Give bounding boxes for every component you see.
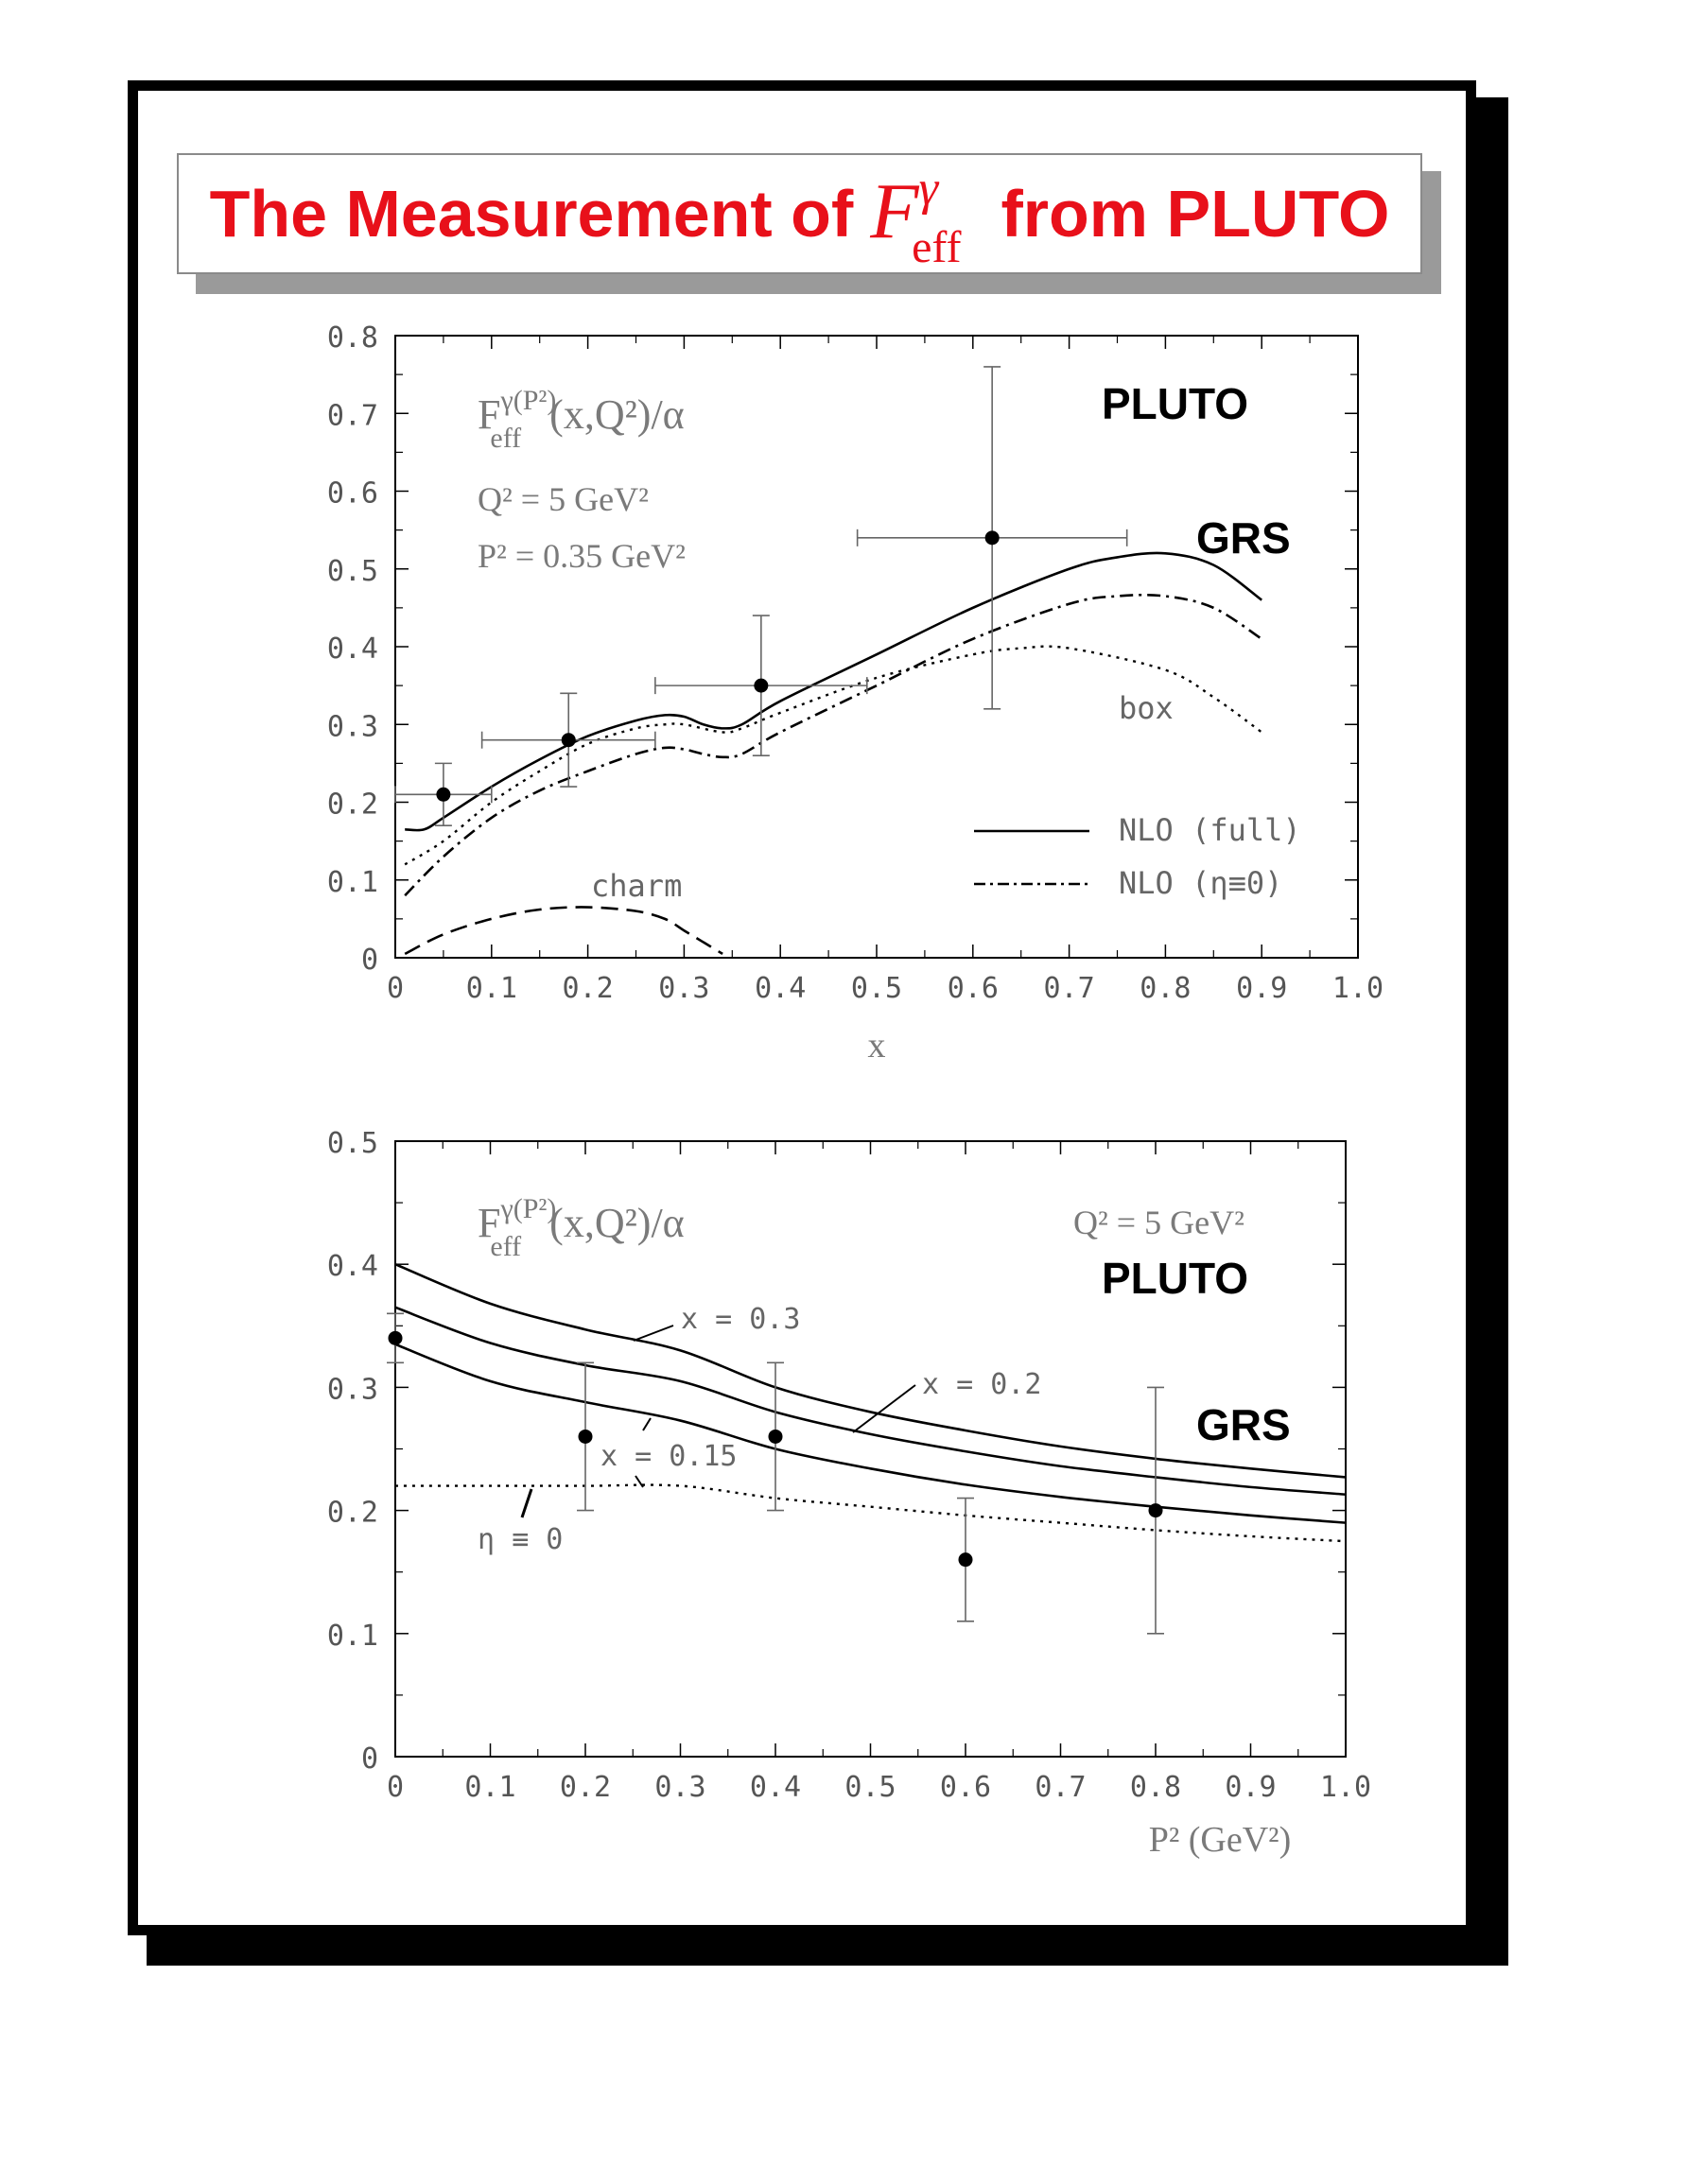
title-prefix: The Measurement of [209, 177, 854, 251]
experiment-label: PLUTO [1102, 1254, 1249, 1303]
x-tick-label: 0.4 [755, 972, 807, 1005]
y-tick-label: 0 [360, 944, 378, 977]
data-point [959, 1552, 973, 1567]
x-tick-label: 0.6 [939, 1771, 992, 1804]
x-tick-label: 0 [386, 1771, 405, 1804]
x-tick-label: 0.7 [1035, 1771, 1087, 1804]
data-point [562, 733, 576, 747]
series-line-dashdot [405, 595, 1262, 895]
x-tick-label: 0.8 [1140, 972, 1192, 1005]
data-point [769, 1430, 783, 1444]
y-tick-label: 0.1 [326, 1619, 378, 1653]
function-label: $F^{\gamma(P^2)}$ eff(x,Q²)/α [478, 1193, 685, 1262]
x-tick-label: 0 [386, 972, 405, 1005]
data-point [436, 788, 450, 802]
x-tick-label: 0.3 [658, 972, 710, 1005]
x-tick-label: 0.1 [465, 972, 517, 1005]
x-tick-label: 0.4 [749, 1771, 802, 1804]
x-tick-label: 0.1 [464, 1771, 516, 1804]
legend-dashdot-label: NLO (η≡0) [1119, 865, 1283, 901]
x-tick-label: 1.0 [1331, 972, 1384, 1005]
y-tick-label: 0.5 [326, 1127, 378, 1160]
data-point [754, 679, 768, 693]
title-symbol-main: F [870, 167, 919, 256]
data-point [1149, 1503, 1163, 1517]
model-label: GRS [1196, 1400, 1291, 1449]
charm-label: charm [591, 868, 683, 904]
x-tick-label: 0.8 [1129, 1771, 1182, 1804]
y-tick-label: 0.4 [326, 633, 378, 666]
y-tick-label: 0.4 [326, 1250, 378, 1284]
x-tick-label: 0.6 [947, 972, 999, 1005]
chart-p2-dependence [327, 1127, 1371, 1860]
y-tick-label: 0.2 [326, 1496, 378, 1530]
label-pointer-x015b [635, 1476, 643, 1487]
x-tick-label: 0.3 [654, 1771, 706, 1804]
x-tick-label: 0.5 [850, 972, 903, 1005]
y-tick-label: 0.3 [326, 710, 378, 744]
x-tick-label: 0.5 [844, 1771, 896, 1804]
chart-x-dependence [327, 321, 1383, 1066]
y-tick-label: 0.2 [326, 788, 378, 822]
label-pointer-eta [522, 1489, 531, 1517]
function-label: $F^{\gamma(P^2)}$ eff(x,Q²)/α [478, 385, 685, 454]
y-tick-label: 0 [360, 1742, 378, 1776]
x-tick-label: 0.9 [1236, 972, 1288, 1005]
xlabel: P² (GeV²) [1148, 1820, 1292, 1860]
label-pointer-x03 [634, 1326, 673, 1341]
curve-label-eta: η ≡ 0 [478, 1523, 564, 1556]
y-tick-label: 0.7 [326, 399, 378, 433]
curve-label-x02: x = 0.2 [922, 1368, 1042, 1401]
data-point [389, 1331, 403, 1345]
series-line-dashed [405, 907, 722, 953]
label-pointer-x015a [643, 1418, 651, 1430]
model-label: GRS [1196, 513, 1291, 563]
data-points-group [387, 1313, 1164, 1634]
xlabel: x [867, 1026, 886, 1066]
curve-label-x015: x = 0.15 [600, 1440, 738, 1473]
experiment-label: PLUTO [1102, 379, 1249, 428]
y-tick-label: 0.1 [326, 865, 378, 899]
title-symbol-sup: γ [918, 162, 939, 217]
q2-annotation: Q² = 5 GeV² [478, 480, 649, 518]
x-tick-label: 0.7 [1043, 972, 1095, 1005]
x-tick-label: 0.2 [562, 972, 614, 1005]
data-point [579, 1430, 593, 1444]
p2-annotation: P² = 0.35 GeV² [478, 537, 686, 575]
q2-annotation: Q² = 5 GeV² [1073, 1204, 1244, 1241]
y-tick-label: 0.6 [326, 477, 378, 511]
box-label: box [1119, 690, 1174, 726]
y-tick-label: 0.3 [326, 1373, 378, 1407]
x-tick-label: 0.9 [1225, 1771, 1277, 1804]
title-suffix: from PLUTO [1001, 177, 1390, 251]
data-point [985, 530, 1000, 545]
title-symbol-sub: eff [912, 221, 962, 272]
label-pointer-x02 [853, 1385, 915, 1432]
x-tick-label: 0.2 [559, 1771, 612, 1804]
curve-label-x03: x = 0.3 [681, 1303, 801, 1336]
legend-solid-label: NLO (full) [1119, 812, 1301, 848]
x-tick-label: 1.0 [1319, 1771, 1372, 1804]
y-tick-label: 0.5 [326, 554, 378, 588]
y-tick-label: 0.8 [326, 321, 378, 355]
